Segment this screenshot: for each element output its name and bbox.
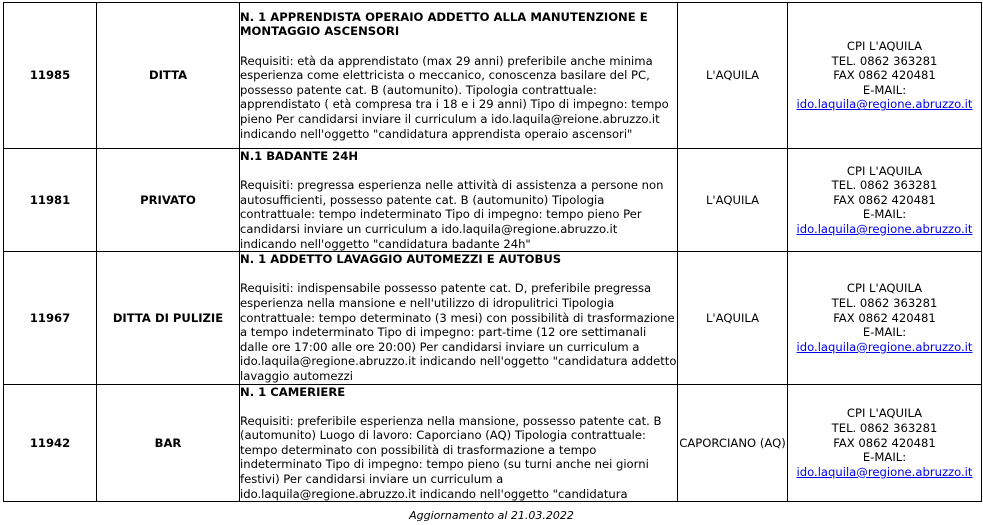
- offer-requirements: Requisiti: età da apprendistato (max 29 anni) preferibile anche minima esperienza come elettricista o meccanico, conoscenza basilare del PC, possesso patente cat. B (automunito). Tipologia contrattuale: apprendistato ( età compresa tra i 18 e i 29 anni) Tipo di impegno: tempo pieno Per candidarsi inviare il curriculum a ido.laquila@reione.abruzzo.it indicando nell'oggetto "candidatura apprendista operaio ascensori": [240, 53, 669, 141]
- offer-description: [240, 149, 678, 252]
- update-date-footer: Aggiornamento al 21.03.2022: [409, 509, 574, 522]
- contact-cpi: CPI L'AQUILA: [846, 406, 923, 421]
- contact-email-label: E-MAIL:: [862, 207, 907, 222]
- contact-email-link[interactable]: ido.laquila@regione.abruzzo.it: [796, 221, 973, 236]
- contact-email-label: E-MAIL:: [862, 82, 907, 97]
- offer-requirements: Requisiti: pregressa esperienza nelle attività di assistenza a persone non autosufficienti, possesso patente cat. B (automunito) Tipologia contrattuale: tempo indeterminato Tipo di impegno: tempo pieno Per candidarsi inviare un curriculum a ido.laquila@regione.abruzzo.it indicando nell'oggetto "candidatura badante 24h": [240, 178, 664, 251]
- offer-location: L'AQUILA: [678, 3, 788, 149]
- table-row: [4, 252, 982, 384]
- table-row: [4, 384, 982, 502]
- contact-email-label: E-MAIL:: [862, 325, 907, 340]
- contact-fax: FAX 0862 420481: [833, 192, 936, 207]
- offer-contact: [788, 252, 982, 384]
- employer-type: PRIVATO: [97, 149, 240, 252]
- offer-location: L'AQUILA: [678, 149, 788, 252]
- offer-id: 11985: [4, 3, 97, 149]
- contact-cpi: CPI L'AQUILA: [846, 39, 923, 54]
- contact-tel: TEL. 0862 363281: [831, 420, 938, 435]
- table-row: [4, 3, 982, 149]
- contact-tel: TEL. 0862 363281: [831, 178, 938, 193]
- contact-fax: FAX 0862 420481: [833, 435, 936, 450]
- contact-email-link[interactable]: ido.laquila@regione.abruzzo.it: [796, 464, 973, 479]
- contact-tel: TEL. 0862 363281: [831, 295, 938, 310]
- contact-email-label: E-MAIL:: [862, 450, 907, 465]
- contact-email-link[interactable]: ido.laquila@regione.abruzzo.it: [796, 339, 973, 354]
- offer-requirements: Requisiti: indispensabile possesso patente cat. D, preferibile pregressa esperienza nella mansione e nell'utilizzo di idropulitrici Tipologia contrattuale: tempo determinato (3 mesi) con possibilità di trasformazione a tempo indeterminato Tipo di impegno: part-time (12 ore settimanali dalle ore 17:00 alle ore 20:00) Per candidarsi inviare un curriculum a ido.laquila@regione.abruzzo.it indicando nell'oggetto "candidatura addetto lavaggio automezzi: [240, 281, 677, 383]
- offer-id: 11981: [4, 149, 97, 252]
- offer-title: N.1 BADANTE 24H: [240, 149, 359, 163]
- contact-cpi: CPI L'AQUILA: [846, 281, 923, 296]
- contact-fax: FAX 0862 420481: [833, 310, 936, 325]
- offer-description: [240, 3, 678, 149]
- offer-location: L'AQUILA: [678, 252, 788, 384]
- offer-title: N. 1 CAMERIERE: [240, 384, 346, 399]
- offer-description: [240, 384, 678, 502]
- contact-cpi: CPI L'AQUILA: [846, 163, 923, 178]
- job-offers-table: [3, 2, 982, 502]
- employer-type: DITTA DI PULIZIE: [97, 252, 240, 384]
- table-row: [4, 149, 982, 252]
- contact-fax: FAX 0862 420481: [833, 68, 936, 83]
- offer-id: 11967: [4, 252, 97, 384]
- offer-contact: [788, 3, 982, 149]
- contact-email-link[interactable]: ido.laquila@regione.abruzzo.it: [796, 97, 973, 112]
- contact-tel: TEL. 0862 363281: [831, 53, 938, 68]
- offer-title: N. 1 ADDETTO LAVAGGIO AUTOMEZZI E AUTOBUS: [240, 252, 562, 267]
- employer-type: DITTA: [97, 3, 240, 149]
- employer-type: BAR: [97, 384, 240, 502]
- offer-location: CAPORCIANO (AQ): [678, 384, 788, 502]
- offer-description: [240, 252, 678, 384]
- offer-requirements: Requisiti: preferibile esperienza nella mansione, possesso patente cat. B (automunito) Luogo di lavoro: Caporciano (AQ) Tipologia contrattuale: tempo determinato con possibilità di trasformazione a tempo indeterminato Tipo di impegno: tempo pieno (su turni anche nei giorni festivi) Per candidarsi inviare un curriculum a ido.laquila@regione.abruzzo.it indicando nell'oggetto "candidatura: [240, 413, 662, 501]
- offer-contact: [788, 384, 982, 502]
- offer-title: N. 1 APPRENDISTA OPERAIO ADDETTO ALLA MANUTENZIONE E MONTAGGIO ASCENSORI: [240, 9, 648, 39]
- offer-contact: [788, 149, 982, 252]
- offer-id: 11942: [4, 384, 97, 502]
